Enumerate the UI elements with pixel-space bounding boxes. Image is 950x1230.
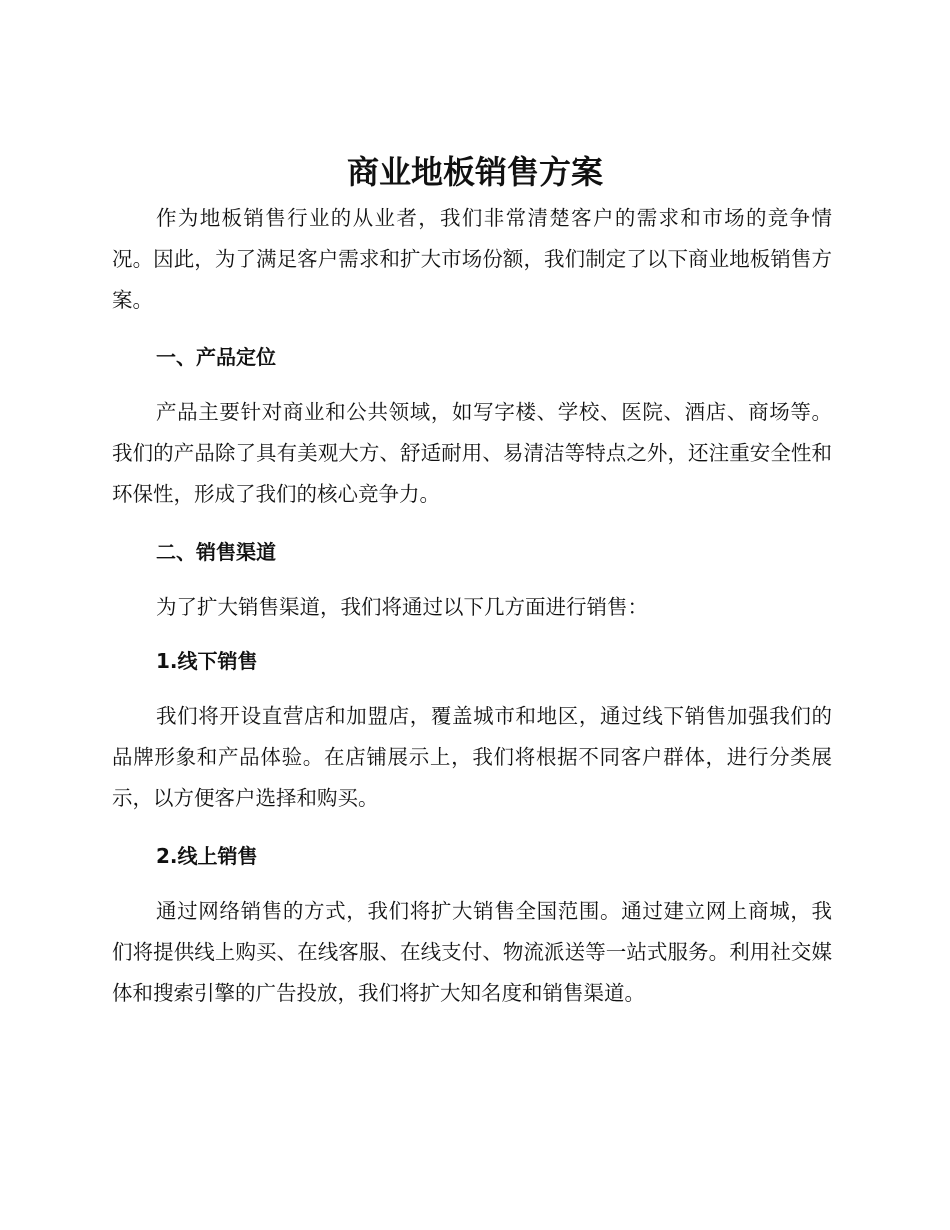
section-heading-product-positioning: 一、产品定位: [156, 345, 276, 369]
offline-sales-paragraph: 我们将开设直营店和加盟店，覆盖城市和地区，通过线下销售加强我们的品牌形象和产品体验。在店铺展示上，我们将根据不同客户群体，进行分类展示，以方便客户选择和购买。: [112, 704, 832, 810]
online-sales-paragraph: 通过网络销售的方式，我们将扩大销售全国范围。通过建立网上商城，我们将提供线上购买、在线客服、在线支付、物流派送等一站式服务。利用社交媒体和搜索引擎的广告投放，我们将扩大知名度和销售渠道。: [112, 899, 832, 1005]
intro-paragraph: 作为地板销售行业的从业者，我们非常清楚客户的需求和市场的竞争情况。因此，为了满足客户需求和扩大市场份额，我们制定了以下商业地板销售方案。: [112, 206, 832, 312]
subheading-offline-sales: 1.线下销售: [156, 649, 258, 673]
sales-channels-intro: 为了扩大销售渠道，我们将通过以下几方面进行销售：: [156, 595, 648, 619]
subheading-online-sales: 2.线上销售: [156, 844, 258, 868]
product-positioning-paragraph: 产品主要针对商业和公共领域，如写字楼、学校、医院、酒店、商场等。我们的产品除了具有美观大方、舒适耐用、易清洁等特点之外，还注重安全性和环保性，形成了我们的核心竞争力。: [112, 400, 832, 506]
document-title: 商业地板销售方案: [346, 153, 603, 191]
section-heading-sales-channels: 二、销售渠道: [156, 540, 276, 564]
